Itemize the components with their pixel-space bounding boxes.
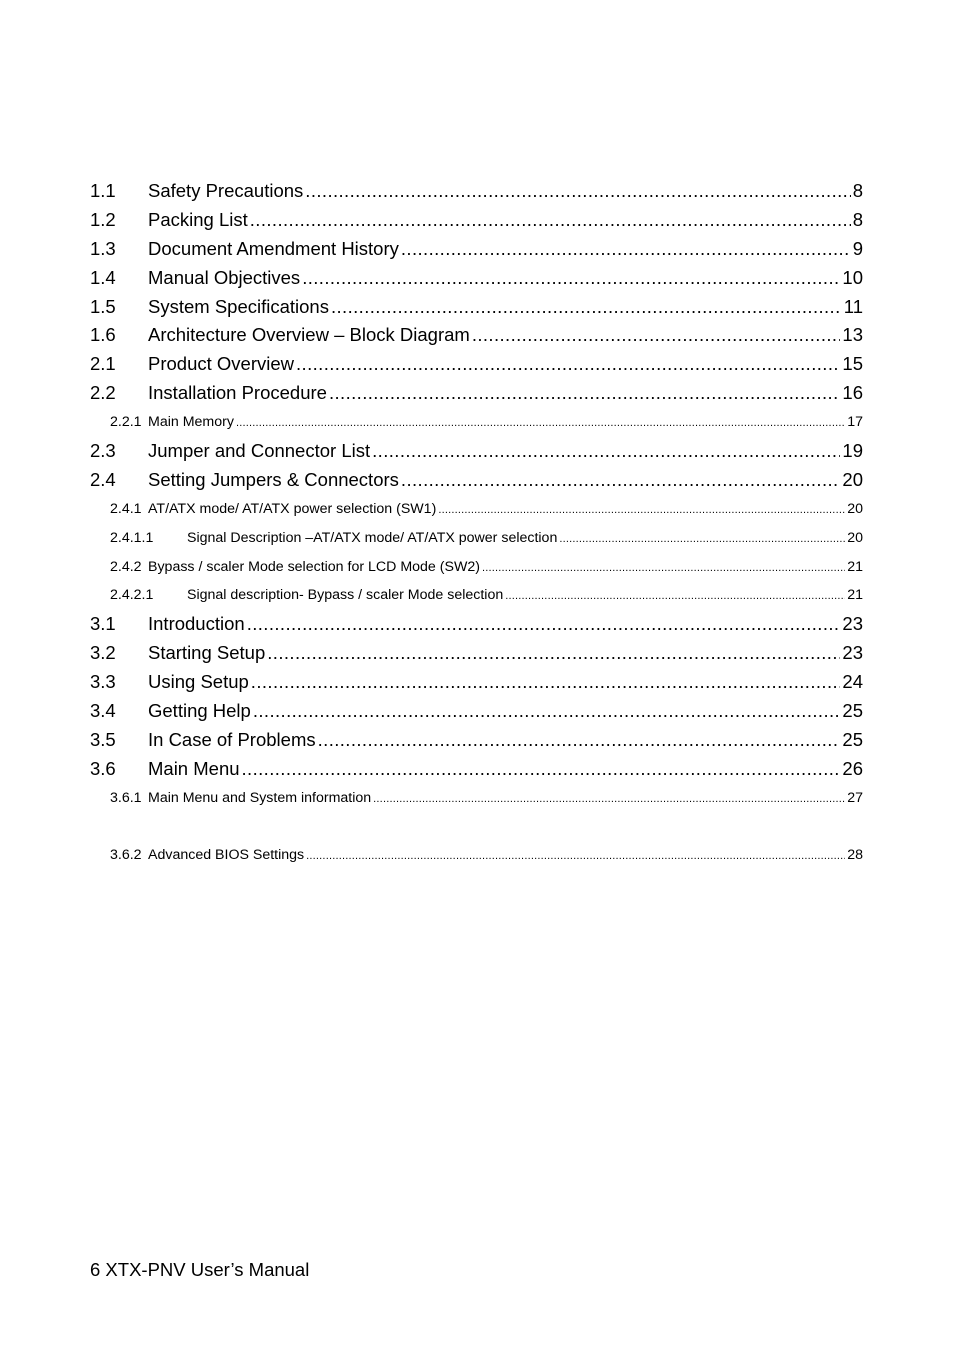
toc-title: Getting Help	[148, 700, 251, 722]
dot-leader	[505, 581, 845, 610]
toc-entry-1-5[interactable]	[90, 293, 863, 322]
dot-leader	[306, 841, 845, 870]
toc-number: 2.3	[90, 440, 116, 462]
toc-title: In Case of Problems	[148, 728, 316, 750]
toc-title: System Specifications	[148, 295, 329, 317]
toc-page-number: 23	[842, 613, 863, 635]
toc-entry-2-4-2-1[interactable]	[90, 581, 863, 610]
dot-leader	[401, 466, 841, 495]
toc-entry-2-2[interactable]	[90, 379, 863, 408]
dot-leader	[247, 610, 841, 639]
dot-leader	[253, 697, 841, 726]
toc-number: 3.6	[90, 757, 116, 779]
page-footer: 6 XTX-PNV User’s Manual	[90, 1259, 310, 1280]
toc-title: Jumper and Connector List	[148, 440, 371, 462]
toc-page-number: 25	[842, 700, 863, 722]
dot-leader	[296, 350, 840, 379]
toc-number: 3.6.1	[110, 789, 142, 806]
toc-number: 1.4	[90, 266, 116, 288]
toc-number: 1.2	[90, 208, 116, 230]
toc-title: Safety Precautions	[148, 180, 304, 201]
toc-number: 2.1	[90, 353, 116, 375]
dot-leader	[267, 639, 840, 668]
toc-page-number: 26	[842, 757, 863, 779]
toc-number: 2.4.1	[110, 500, 142, 517]
toc-title: Product Overview	[148, 353, 294, 375]
toc-page-number: 25	[842, 728, 863, 750]
toc-page-number: 27	[847, 789, 863, 806]
toc-number: 3.5	[90, 728, 116, 750]
toc-title: Starting Setup	[148, 642, 266, 664]
dot-leader	[482, 553, 845, 582]
dot-leader	[302, 264, 840, 293]
toc-page-number: 19	[842, 440, 863, 462]
toc-number: 1.6	[90, 324, 116, 346]
toc-number: 2.4.2.1	[110, 587, 154, 604]
toc-page-number: 21	[847, 587, 863, 604]
toc-entry-1-3[interactable]	[90, 235, 863, 264]
toc-number: 2.2.1	[110, 414, 142, 431]
dot-leader	[472, 321, 841, 350]
toc-page-number: 11	[843, 295, 863, 317]
toc-entry-3-6[interactable]	[90, 755, 863, 784]
dot-leader	[318, 726, 841, 755]
toc-number: 2.4.2	[110, 558, 142, 575]
toc-page-number: 10	[842, 266, 863, 288]
toc-title: Introduction	[148, 613, 245, 635]
toc-number: 3.3	[90, 671, 116, 693]
dot-leader	[305, 177, 850, 206]
toc-title: Bypass / scaler Mode selection for LCD Mode (SW2)	[148, 558, 480, 575]
dot-leader	[329, 379, 840, 408]
toc-entry-3-1[interactable]	[90, 610, 863, 639]
toc-title: Main Menu	[148, 757, 240, 779]
toc-entry-2-3[interactable]	[90, 437, 863, 466]
toc-entry-2-4-1[interactable]	[90, 495, 863, 524]
toc-number: 2.4.1.1	[110, 529, 154, 546]
toc-number: 2.4	[90, 468, 116, 490]
toc-entry-3-4[interactable]	[90, 697, 863, 726]
toc-title: Document Amendment History	[148, 237, 399, 259]
dot-leader	[236, 408, 845, 437]
toc-title: Signal description- Bypass / scaler Mode selection	[187, 587, 504, 604]
dot-leader	[372, 437, 840, 466]
toc-page-number: 24	[842, 671, 863, 693]
toc-entry-1-2[interactable]	[90, 206, 863, 235]
toc-title: Packing List	[148, 208, 248, 230]
dot-leader	[242, 755, 841, 784]
toc-title: Main Menu and System information	[148, 789, 372, 806]
toc-title: Setting Jumpers & Connectors	[148, 468, 399, 490]
dot-leader	[373, 784, 845, 813]
dot-leader	[438, 495, 845, 524]
toc-page-number: 16	[842, 382, 863, 404]
toc-page-number: 20	[847, 500, 863, 517]
toc-title: Advanced BIOS Settings	[148, 847, 305, 864]
toc-entry-2-4[interactable]	[90, 466, 863, 495]
toc-page-number: 20	[847, 529, 863, 546]
toc-page-number: 17	[847, 414, 863, 431]
toc-entry-2-1[interactable]	[90, 350, 863, 379]
toc-number: 1.1	[90, 180, 116, 201]
table-of-contents	[90, 177, 863, 870]
toc-entry-3-5[interactable]	[90, 726, 863, 755]
toc-page-number: 20	[842, 468, 863, 490]
toc-title: Architecture Overview – Block Diagram	[148, 324, 470, 346]
toc-page-number: 9	[852, 237, 863, 259]
toc-page-number: 13	[842, 324, 863, 346]
toc-page-number: 21	[847, 558, 863, 575]
toc-number: 3.6.2	[110, 847, 142, 864]
toc-title: Manual Objectives	[148, 266, 301, 288]
toc-entry-1-6[interactable]	[90, 321, 863, 350]
toc-title: Installation Procedure	[148, 382, 327, 404]
toc-entry-3-2[interactable]	[90, 639, 863, 668]
toc-entry-1-4[interactable]	[90, 264, 863, 293]
toc-entry-3-6-1[interactable]	[90, 784, 863, 813]
dot-leader	[331, 293, 842, 322]
toc-page-number: 23	[842, 642, 863, 664]
dot-leader	[401, 235, 851, 264]
toc-number: 3.2	[90, 642, 116, 664]
toc-entry-3-6-2[interactable]	[90, 841, 863, 870]
toc-number: 1.3	[90, 237, 116, 259]
dot-leader	[250, 206, 851, 235]
toc-page-number: 8	[852, 208, 863, 230]
toc-entry-2-4-1-1[interactable]	[90, 524, 863, 553]
toc-number: 3.1	[90, 613, 116, 635]
toc-number: 1.5	[90, 295, 116, 317]
toc-number: 3.4	[90, 700, 116, 722]
toc-number: 2.2	[90, 382, 116, 404]
toc-page-number: 15	[842, 353, 863, 375]
toc-entry-2-4-2[interactable]	[90, 553, 863, 582]
dot-leader	[251, 668, 841, 697]
toc-title: AT/ATX mode/ AT/ATX power selection (SW1)	[148, 500, 437, 517]
toc-title: Signal Description –AT/ATX mode/ AT/ATX power selection	[187, 529, 558, 546]
toc-page-number: 8	[852, 180, 863, 201]
toc-entry-1-1[interactable]	[90, 177, 863, 206]
dot-leader	[559, 524, 845, 553]
toc-title: Main Memory	[148, 414, 234, 431]
toc-title: Using Setup	[148, 671, 249, 693]
toc-entry-3-3[interactable]	[90, 668, 863, 697]
toc-page-number: 28	[847, 847, 863, 864]
toc-entry-2-2-1[interactable]	[90, 408, 863, 437]
